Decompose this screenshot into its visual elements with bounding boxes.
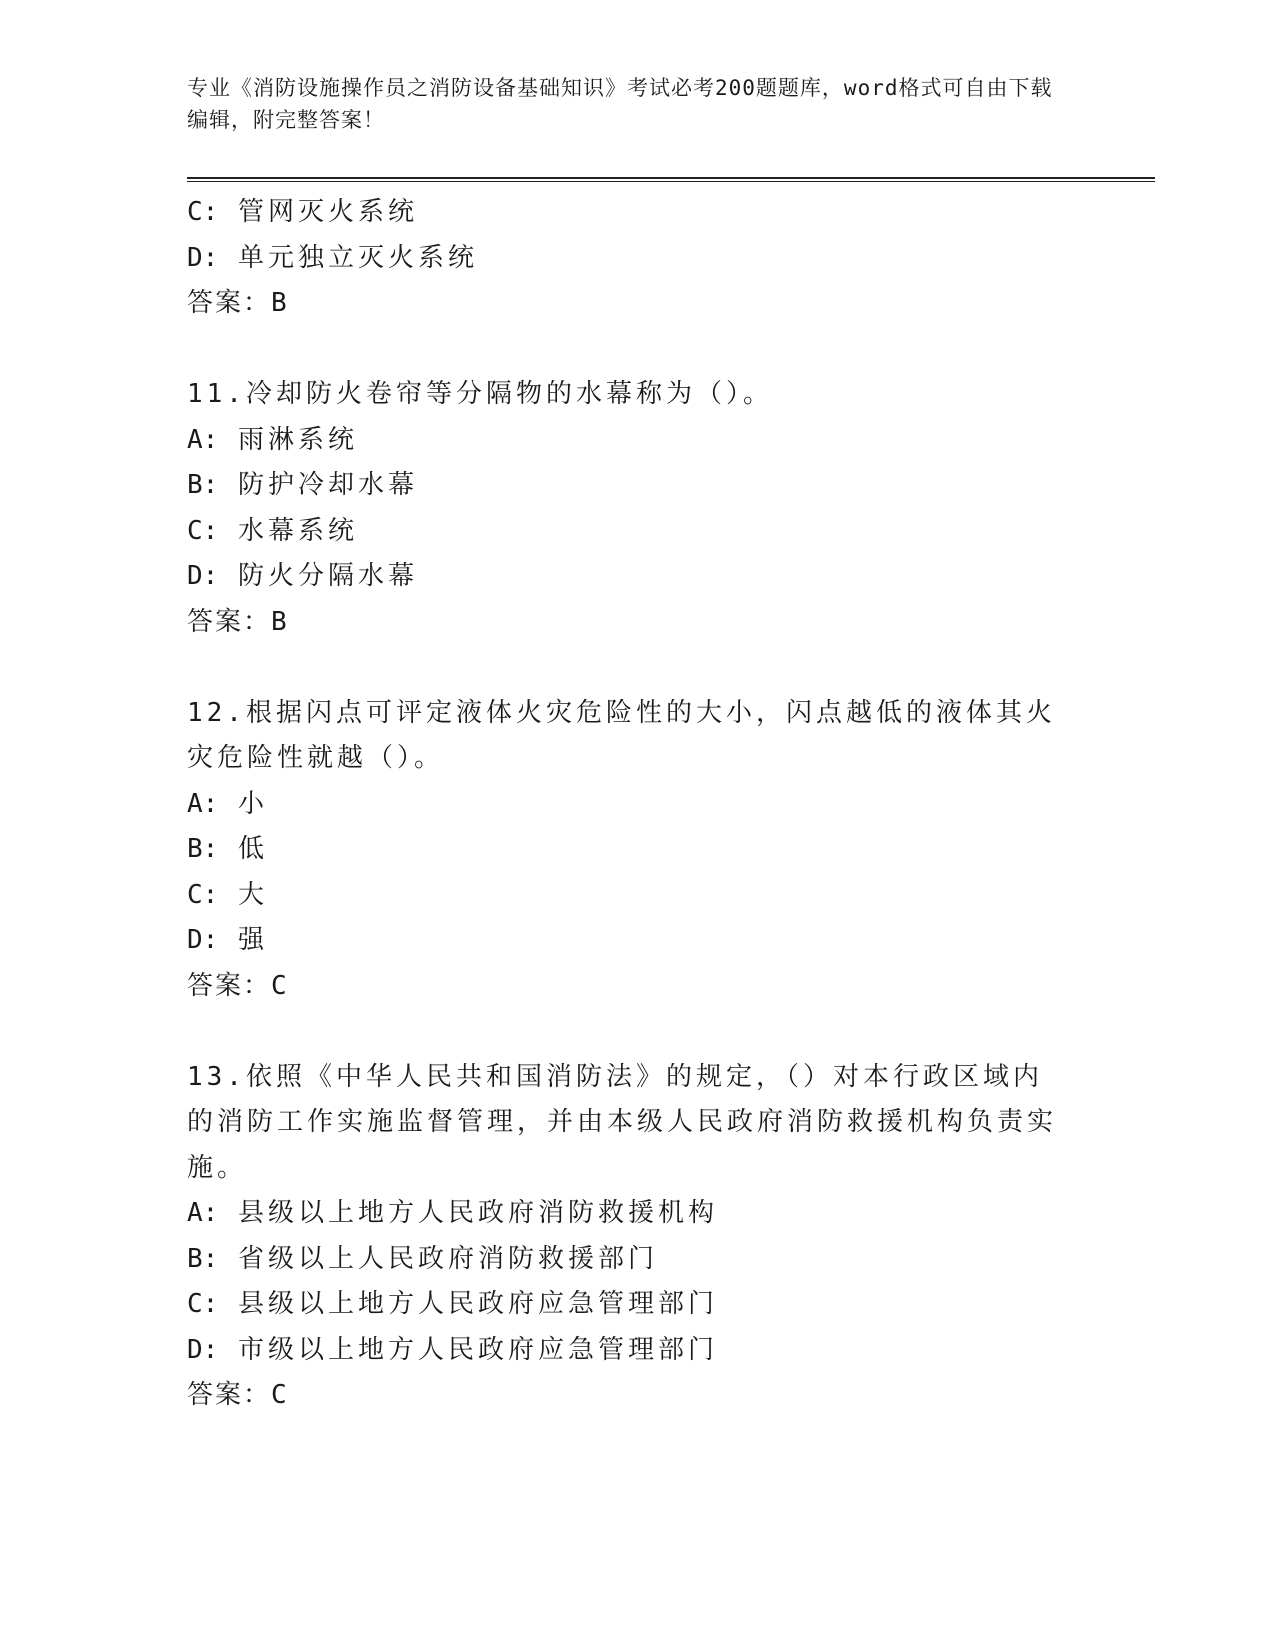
option-b: B: 省级以上人民政府消防救援部门 [187, 1243, 658, 1274]
option-b: B: 防护冷却水幕 [187, 470, 418, 500]
option-a: A: 小 [187, 788, 268, 819]
question-stem: 12.根据闪点可评定液体火灾危险性的大小，闪点越低的液体其火灾危险性就越（）。 [187, 697, 1056, 773]
option-d: D: 强 [187, 925, 268, 955]
option-c: C: 水幕系统 [187, 515, 358, 546]
option-a: A: 县级以上地方人民政府消防救援机构 [187, 1198, 718, 1228]
option-c: C: 大 [187, 879, 268, 910]
answer-line: 答案：B [187, 288, 289, 318]
option-d: D: 防火分隔水幕 [187, 561, 418, 591]
carryover-block [187, 190, 1087, 327]
question-stem: 11.冷却防火卷帘等分隔物的水幕称为（）。 [187, 379, 773, 409]
header-divider [187, 177, 1155, 182]
option-c: C: 县级以上地方人民政府应急管理部门 [187, 1289, 718, 1319]
option-d: D: 单元独立灭火系统 [187, 242, 478, 273]
question-11 [187, 372, 1087, 645]
answer-line: 答案：C [187, 970, 289, 1001]
option-c: C: 管网灭火系统 [187, 197, 418, 227]
answer-line: 答案：C [187, 1380, 289, 1410]
question-stem: 13.依照《中华人民共和国消防法》的规定，（）对本行政区域内的消防工作实施监督管理，并由本级人民政府消防救援机构负责实施。 [187, 1061, 1058, 1183]
question-list [187, 190, 1087, 1419]
option-b: B: 低 [187, 834, 268, 864]
header-title: 专业《消防设施操作员之消防设备基础知识》考试必考200题题库，word格式可自由下载编辑，附完整答案！ [187, 76, 1053, 132]
option-a: A: 雨淋系统 [187, 424, 358, 455]
question-12 [187, 691, 1087, 1010]
question-13 [187, 1055, 1087, 1419]
answer-line: 答案：B [187, 606, 289, 637]
option-d: D: 市级以上地方人民政府应急管理部门 [187, 1334, 718, 1365]
document-header [187, 72, 1067, 136]
